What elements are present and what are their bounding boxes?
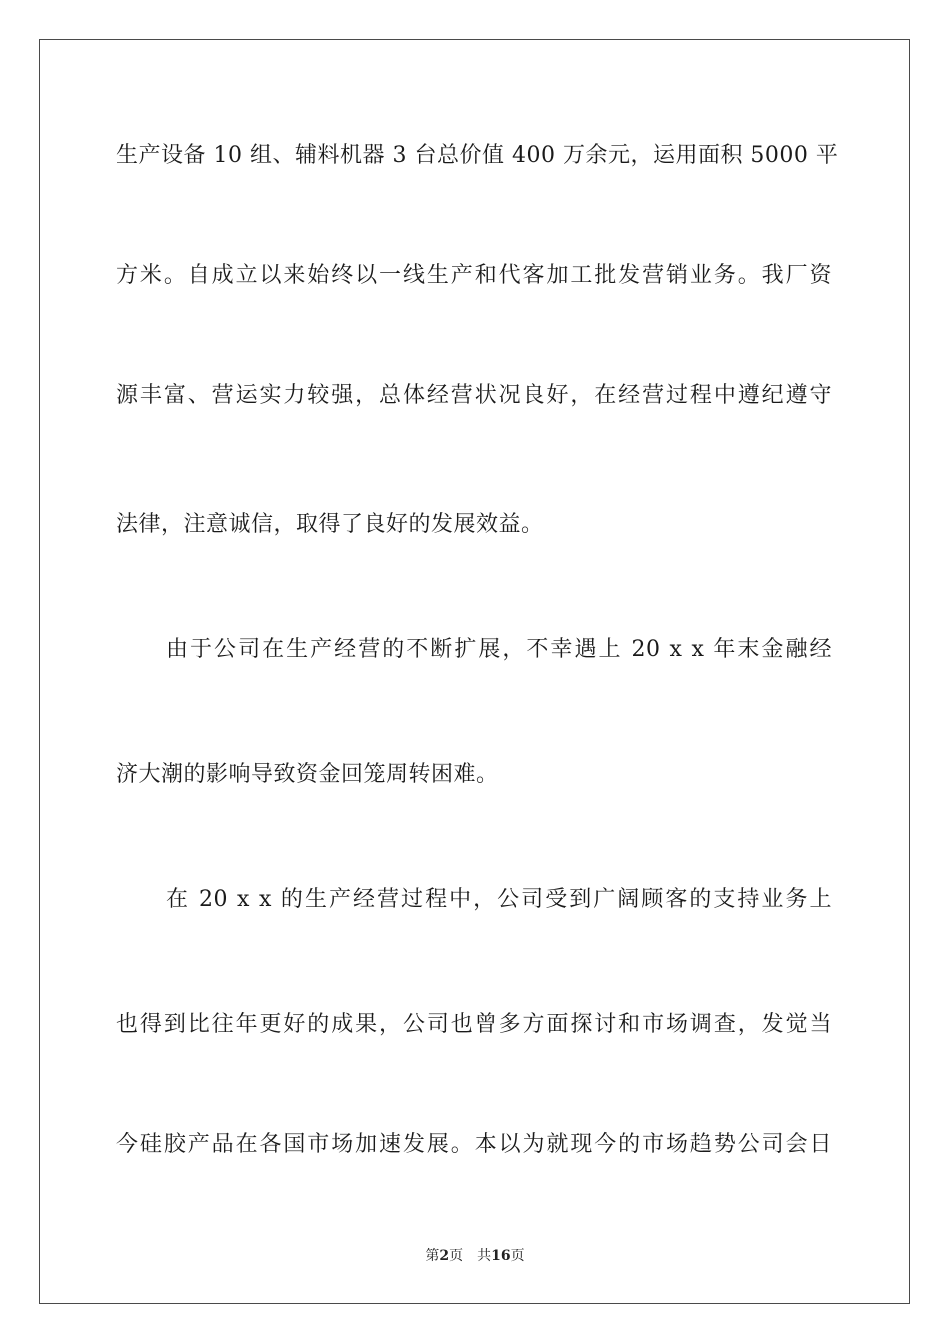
footer-total-prefix: 共 [477,1248,492,1264]
body-line-1: 生产设备 10 组、辅料机器 3 台总价值 400 万余元，运用面积 5000 平 [116,143,839,168]
body-line-7: 在 20 x x 的生产经营过程中，公司受到广阔顾客的支持业务上 [166,887,832,912]
footer-total-pages: 16 [491,1248,511,1264]
body-line-2: 方米。自成立以来始终以一线生产和代客加工批发营销业务。我厂资 [116,263,832,288]
footer-page-prefix: 第 [425,1248,440,1264]
page-border [39,39,910,1304]
footer-page-number: 2 [439,1248,450,1264]
footer-total-suffix: 页 [510,1248,525,1264]
body-line-3: 源丰富、营运实力较强，总体经营状况良好，在经营过程中遵纪遵守 [116,383,832,408]
page-footer [0,1246,950,1266]
body-line-4: 法律，注意诚信，取得了良好的发展效益。 [116,512,544,537]
body-line-8: 也得到比往年更好的成果，公司也曾多方面探讨和市场调查，发觉当 [116,1012,832,1037]
footer-page-suffix: 页 [449,1248,464,1264]
body-line-9: 今硅胶产品在各国市场加速发展。本以为就现今的市场趋势公司会日 [116,1132,832,1157]
body-line-6: 济大潮的影响导致资金回笼周转困难。 [116,762,499,787]
body-line-5: 由于公司在生产经营的不断扩展，不幸遇上 20 x x 年末金融经 [166,637,832,662]
